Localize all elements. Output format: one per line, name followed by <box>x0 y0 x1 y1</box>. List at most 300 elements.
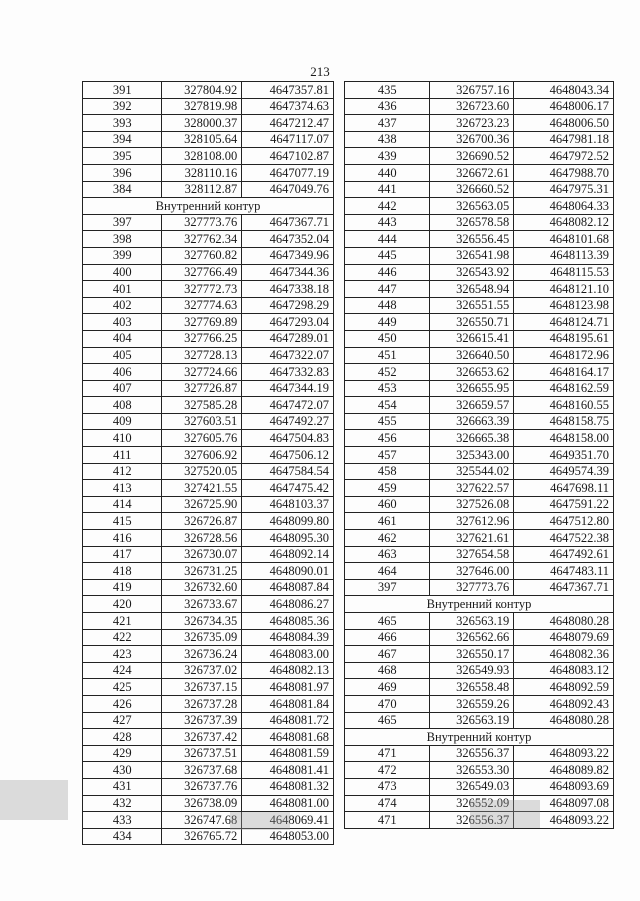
coordinate-y: 4647975.31 <box>514 181 614 198</box>
coordinate-x: 327819.98 <box>162 98 242 115</box>
point-number: 396 <box>83 164 162 181</box>
point-number: 464 <box>345 563 430 580</box>
point-number: 392 <box>83 98 162 115</box>
coordinate-x: 326700.36 <box>430 131 514 148</box>
coordinate-y: 4647475.42 <box>242 480 334 497</box>
coordinate-x: 326551.55 <box>430 297 514 314</box>
table-row <box>345 712 614 729</box>
point-number: 414 <box>83 496 162 513</box>
coordinate-x: 326725.90 <box>162 496 242 513</box>
coordinate-y: 4648113.39 <box>514 247 614 264</box>
coordinate-y: 4647357.81 <box>242 82 334 99</box>
coordinate-y: 4647293.04 <box>242 314 334 331</box>
coordinate-x: 326665.38 <box>430 430 514 447</box>
coordinate-x: 326737.28 <box>162 695 242 712</box>
table-row <box>345 695 614 712</box>
coordinate-y: 4647483.11 <box>514 563 614 580</box>
coordinate-y: 4647289.01 <box>242 330 334 347</box>
table-row <box>83 164 334 181</box>
coordinate-x: 327766.25 <box>162 330 242 347</box>
coordinates-table-right <box>344 81 614 829</box>
point-number: 412 <box>83 463 162 480</box>
coordinate-x: 327762.34 <box>162 231 242 248</box>
table-row <box>345 314 614 331</box>
point-number: 401 <box>83 281 162 298</box>
coordinate-y: 4647522.38 <box>514 530 614 547</box>
point-number: 413 <box>83 480 162 497</box>
point-number: 417 <box>83 546 162 563</box>
coordinate-y: 4648123.98 <box>514 297 614 314</box>
coordinate-x: 328112.87 <box>162 181 242 198</box>
point-number: 429 <box>83 745 162 762</box>
coordinate-y: 4647492.27 <box>242 413 334 430</box>
coordinate-x: 326659.57 <box>430 397 514 414</box>
coordinate-x: 326737.15 <box>162 679 242 696</box>
point-number: 436 <box>345 98 430 115</box>
table-row <box>83 695 334 712</box>
coordinate-y: 4647077.19 <box>242 164 334 181</box>
table-row <box>345 380 614 397</box>
table-row <box>345 214 614 231</box>
coordinate-x: 325544.02 <box>430 463 514 480</box>
point-number: 410 <box>83 430 162 447</box>
point-number: 427 <box>83 712 162 729</box>
table-row <box>345 181 614 198</box>
coordinate-y: 4647367.71 <box>242 214 334 231</box>
point-number: 423 <box>83 646 162 663</box>
point-number: 458 <box>345 463 430 480</box>
table-row <box>83 629 334 646</box>
coordinate-y: 4648079.69 <box>514 629 614 646</box>
coordinate-y: 4647472.07 <box>242 397 334 414</box>
table-row <box>83 480 334 497</box>
coordinate-x: 327769.89 <box>162 314 242 331</box>
table-row <box>83 762 334 779</box>
table-row <box>345 745 614 762</box>
point-number: 452 <box>345 364 430 381</box>
coordinate-x: 326728.56 <box>162 530 242 547</box>
table-row <box>345 198 614 215</box>
coordinate-x: 327606.92 <box>162 447 242 464</box>
point-number: 474 <box>345 795 430 812</box>
coordinate-x: 326556.37 <box>430 812 514 829</box>
coordinate-x: 327520.05 <box>162 463 242 480</box>
table-row <box>345 579 614 596</box>
coordinate-y: 4648006.17 <box>514 98 614 115</box>
point-number: 415 <box>83 513 162 530</box>
coordinate-y: 4648081.68 <box>242 729 334 746</box>
coordinate-x: 327728.13 <box>162 347 242 364</box>
point-number: 437 <box>345 115 430 132</box>
coordinate-x: 326737.76 <box>162 778 242 795</box>
coordinate-y: 4648043.34 <box>514 82 614 99</box>
point-number: 435 <box>345 82 430 99</box>
coordinate-y: 4648083.00 <box>242 646 334 663</box>
coordinate-x: 326734.35 <box>162 613 242 630</box>
point-number: 462 <box>345 530 430 547</box>
coordinate-y: 4648084.39 <box>242 629 334 646</box>
table-row <box>83 430 334 447</box>
section-label: Внутренний контур <box>83 198 334 215</box>
point-number: 421 <box>83 613 162 630</box>
coordinate-x: 326552.09 <box>430 795 514 812</box>
table-row <box>83 662 334 679</box>
table-row <box>345 629 614 646</box>
coordinate-y: 4648082.36 <box>514 646 614 663</box>
table-row <box>83 264 334 281</box>
coordinate-y: 4648115.53 <box>514 264 614 281</box>
coordinate-y: 4648082.13 <box>242 662 334 679</box>
coordinate-x: 328105.64 <box>162 131 242 148</box>
table-row <box>83 679 334 696</box>
coordinate-y: 4648053.00 <box>242 828 334 845</box>
table-row <box>83 745 334 762</box>
point-number: 416 <box>83 530 162 547</box>
point-number: 470 <box>345 695 430 712</box>
scan-artifact <box>0 780 68 820</box>
coordinate-x: 326733.67 <box>162 596 242 613</box>
point-number: 455 <box>345 413 430 430</box>
coordinate-y: 4648064.33 <box>514 198 614 215</box>
coordinate-x: 326640.50 <box>430 347 514 364</box>
table-row <box>83 712 334 729</box>
coordinate-x: 326737.39 <box>162 712 242 729</box>
coordinate-x: 326660.52 <box>430 181 514 198</box>
coordinate-x: 327605.76 <box>162 430 242 447</box>
coordinate-y: 4647352.04 <box>242 231 334 248</box>
point-number: 454 <box>345 397 430 414</box>
point-number: 442 <box>345 198 430 215</box>
point-number: 445 <box>345 247 430 264</box>
coordinate-x: 327603.51 <box>162 413 242 430</box>
point-number: 430 <box>83 762 162 779</box>
coordinate-y: 4647049.76 <box>242 181 334 198</box>
point-number: 424 <box>83 662 162 679</box>
point-number: 398 <box>83 231 162 248</box>
coordinate-x: 327646.00 <box>430 563 514 580</box>
table-row <box>345 778 614 795</box>
point-number: 434 <box>83 828 162 845</box>
coordinate-y: 4648092.43 <box>514 695 614 712</box>
coordinate-y: 4648095.30 <box>242 530 334 547</box>
table-row <box>83 579 334 596</box>
coordinate-x: 327773.76 <box>430 579 514 596</box>
point-number: 404 <box>83 330 162 347</box>
coordinate-y: 4647972.52 <box>514 148 614 165</box>
point-number: 408 <box>83 397 162 414</box>
point-number: 433 <box>83 812 162 829</box>
coordinate-y: 4647367.71 <box>514 579 614 596</box>
point-number: 438 <box>345 131 430 148</box>
point-number: 446 <box>345 264 430 281</box>
coordinate-x: 326549.93 <box>430 662 514 679</box>
coordinate-y: 4648160.55 <box>514 397 614 414</box>
coordinate-x: 327773.76 <box>162 214 242 231</box>
point-number: 384 <box>83 181 162 198</box>
table-row <box>83 364 334 381</box>
coordinate-y: 4648158.00 <box>514 430 614 447</box>
coordinate-x: 326736.24 <box>162 646 242 663</box>
table-row <box>83 795 334 812</box>
coordinate-y: 4648162.59 <box>514 380 614 397</box>
coordinate-x: 326578.58 <box>430 214 514 231</box>
coordinate-x: 326690.52 <box>430 148 514 165</box>
table-row <box>83 131 334 148</box>
coordinate-y: 4648158.75 <box>514 413 614 430</box>
point-number: 468 <box>345 662 430 679</box>
coordinate-x: 326562.66 <box>430 629 514 646</box>
point-number: 428 <box>83 729 162 746</box>
point-number: 463 <box>345 546 430 563</box>
point-number: 447 <box>345 281 430 298</box>
coordinate-y: 4647504.83 <box>242 430 334 447</box>
point-number: 425 <box>83 679 162 696</box>
point-number: 407 <box>83 380 162 397</box>
coordinate-y: 4647988.70 <box>514 164 614 181</box>
point-number: 453 <box>345 380 430 397</box>
table-row <box>345 463 614 480</box>
table-row <box>345 480 614 497</box>
table-row <box>83 496 334 513</box>
table-row <box>345 762 614 779</box>
table-row <box>83 297 334 314</box>
coordinate-x: 326723.60 <box>430 98 514 115</box>
coordinates-table-left <box>82 81 334 845</box>
coordinate-x: 326615.41 <box>430 330 514 347</box>
table-row <box>83 247 334 264</box>
point-number: 457 <box>345 447 430 464</box>
point-number: 406 <box>83 364 162 381</box>
coordinate-x: 326543.92 <box>430 264 514 281</box>
point-number: 395 <box>83 148 162 165</box>
table-row <box>83 397 334 414</box>
table-row <box>345 662 614 679</box>
coordinate-x: 326563.19 <box>430 712 514 729</box>
coordinate-y: 4647298.29 <box>242 297 334 314</box>
coordinate-y: 4647591.22 <box>514 496 614 513</box>
point-number: 409 <box>83 413 162 430</box>
point-number: 449 <box>345 314 430 331</box>
scan-artifact <box>230 812 290 830</box>
coordinate-y: 4647344.19 <box>242 380 334 397</box>
table-row <box>83 596 334 613</box>
table-row <box>345 646 614 663</box>
coordinate-x: 327585.28 <box>162 397 242 414</box>
table-row <box>83 646 334 663</box>
coordinate-y: 4648195.61 <box>514 330 614 347</box>
page-number: 213 <box>310 64 330 79</box>
coordinate-y: 4648124.71 <box>514 314 614 331</box>
coordinate-x: 326558.48 <box>430 679 514 696</box>
table-row <box>83 82 334 99</box>
point-number: 411 <box>83 447 162 464</box>
coordinate-x: 326765.72 <box>162 828 242 845</box>
point-number: 431 <box>83 778 162 795</box>
point-number: 473 <box>345 778 430 795</box>
table-row <box>83 447 334 464</box>
coordinate-y: 4649574.39 <box>514 463 614 480</box>
table-row <box>345 530 614 547</box>
coordinate-y: 4648093.22 <box>514 745 614 762</box>
table-row <box>83 148 334 165</box>
coordinate-y: 4648090.01 <box>242 563 334 580</box>
coordinate-y: 4647338.18 <box>242 281 334 298</box>
coordinate-x: 326550.17 <box>430 646 514 663</box>
point-number: 391 <box>83 82 162 99</box>
table-row <box>345 546 614 563</box>
coordinate-y: 4648172.96 <box>514 347 614 364</box>
point-number: 400 <box>83 264 162 281</box>
coordinate-y: 4648093.22 <box>514 812 614 829</box>
coordinate-y: 4648099.80 <box>242 513 334 530</box>
coordinate-y: 4648097.08 <box>514 795 614 812</box>
coordinate-y: 4647512.80 <box>514 513 614 530</box>
point-number: 394 <box>83 131 162 148</box>
point-number: 448 <box>345 297 430 314</box>
table-row <box>83 380 334 397</box>
table-row <box>345 679 614 696</box>
table-row <box>345 148 614 165</box>
coordinate-y: 4647322.07 <box>242 347 334 364</box>
coordinate-x: 326738.09 <box>162 795 242 812</box>
coordinate-y: 4647344.36 <box>242 264 334 281</box>
coordinate-y: 4647332.83 <box>242 364 334 381</box>
coordinate-y: 4648069.41 <box>242 812 334 829</box>
table-row <box>345 82 614 99</box>
table-row <box>83 231 334 248</box>
table-row <box>83 115 334 132</box>
coordinate-y: 4648081.97 <box>242 679 334 696</box>
coordinate-x: 326737.02 <box>162 662 242 679</box>
coordinate-x: 326747.68 <box>162 812 242 829</box>
table-row <box>345 430 614 447</box>
point-number: 460 <box>345 496 430 513</box>
coordinate-y: 4648087.84 <box>242 579 334 596</box>
table-row <box>83 181 334 198</box>
point-number: 393 <box>83 115 162 132</box>
table-row <box>83 613 334 630</box>
coordinate-y: 4648083.12 <box>514 662 614 679</box>
coordinate-y: 4648121.10 <box>514 281 614 298</box>
point-number: 444 <box>345 231 430 248</box>
coordinate-y: 4648006.50 <box>514 115 614 132</box>
point-number: 399 <box>83 247 162 264</box>
point-number: 426 <box>83 695 162 712</box>
section-label: Внутренний контур <box>345 729 614 746</box>
point-number: 466 <box>345 629 430 646</box>
table-row <box>83 98 334 115</box>
coordinate-y: 4648164.17 <box>514 364 614 381</box>
coordinate-x: 327774.63 <box>162 297 242 314</box>
point-number: 422 <box>83 629 162 646</box>
coordinate-y: 4649351.70 <box>514 447 614 464</box>
table-row <box>83 729 334 746</box>
coordinate-x: 326553.30 <box>430 762 514 779</box>
point-number: 441 <box>345 181 430 198</box>
point-number: 439 <box>345 148 430 165</box>
coordinate-x: 326730.07 <box>162 546 242 563</box>
coordinate-y: 4648086.27 <box>242 596 334 613</box>
coordinate-x: 326563.05 <box>430 198 514 215</box>
point-number: 471 <box>345 745 430 762</box>
coordinate-x: 326563.19 <box>430 613 514 630</box>
coordinate-x: 326556.37 <box>430 745 514 762</box>
point-number: 403 <box>83 314 162 331</box>
table-row <box>345 447 614 464</box>
table-row <box>345 513 614 530</box>
coordinate-y: 4648081.72 <box>242 712 334 729</box>
coordinate-x: 327724.66 <box>162 364 242 381</box>
coordinate-y: 4648081.84 <box>242 695 334 712</box>
point-number: 469 <box>345 679 430 696</box>
coordinate-y: 4648089.82 <box>514 762 614 779</box>
table-row <box>345 98 614 115</box>
table-row <box>345 330 614 347</box>
coordinate-y: 4647117.07 <box>242 131 334 148</box>
table-row <box>83 214 334 231</box>
coordinate-x: 327621.61 <box>430 530 514 547</box>
coordinate-x: 327654.58 <box>430 546 514 563</box>
point-number: 467 <box>345 646 430 663</box>
table-row <box>83 413 334 430</box>
point-number: 459 <box>345 480 430 497</box>
table-row <box>345 347 614 364</box>
coordinate-x: 326550.71 <box>430 314 514 331</box>
coordinate-x: 326732.60 <box>162 579 242 596</box>
point-number: 450 <box>345 330 430 347</box>
point-number: 461 <box>345 513 430 530</box>
coordinate-y: 4647349.96 <box>242 247 334 264</box>
coordinate-x: 327772.73 <box>162 281 242 298</box>
coordinate-x: 327612.96 <box>430 513 514 530</box>
table-row <box>345 397 614 414</box>
coordinate-x: 326541.98 <box>430 247 514 264</box>
coordinate-y: 4648080.28 <box>514 613 614 630</box>
point-number: 440 <box>345 164 430 181</box>
table-row <box>345 364 614 381</box>
coordinate-x: 326556.45 <box>430 231 514 248</box>
point-number: 456 <box>345 430 430 447</box>
table-row <box>345 164 614 181</box>
table-row <box>345 247 614 264</box>
coordinate-y: 4648081.59 <box>242 745 334 762</box>
coordinate-x: 326726.87 <box>162 513 242 530</box>
coordinate-y: 4647492.61 <box>514 546 614 563</box>
coordinate-x: 326737.42 <box>162 729 242 746</box>
point-number: 418 <box>83 563 162 580</box>
coordinate-x: 326731.25 <box>162 563 242 580</box>
coordinate-y: 4647506.12 <box>242 447 334 464</box>
table-row <box>345 264 614 281</box>
coordinate-x: 326737.68 <box>162 762 242 779</box>
table-row <box>83 812 334 829</box>
section-row <box>345 596 614 613</box>
point-number: 465 <box>345 712 430 729</box>
coordinate-x: 326548.94 <box>430 281 514 298</box>
coordinate-x: 327760.82 <box>162 247 242 264</box>
coordinate-y: 4648080.28 <box>514 712 614 729</box>
coordinate-x: 326655.95 <box>430 380 514 397</box>
coordinate-x: 326549.03 <box>430 778 514 795</box>
coordinate-y: 4647584.54 <box>242 463 334 480</box>
coordinate-x: 327421.55 <box>162 480 242 497</box>
point-number: 397 <box>83 214 162 231</box>
coordinate-y: 4648081.00 <box>242 795 334 812</box>
table-row <box>345 297 614 314</box>
coordinate-y: 4648092.14 <box>242 546 334 563</box>
table-row <box>83 281 334 298</box>
table-row <box>83 330 334 347</box>
